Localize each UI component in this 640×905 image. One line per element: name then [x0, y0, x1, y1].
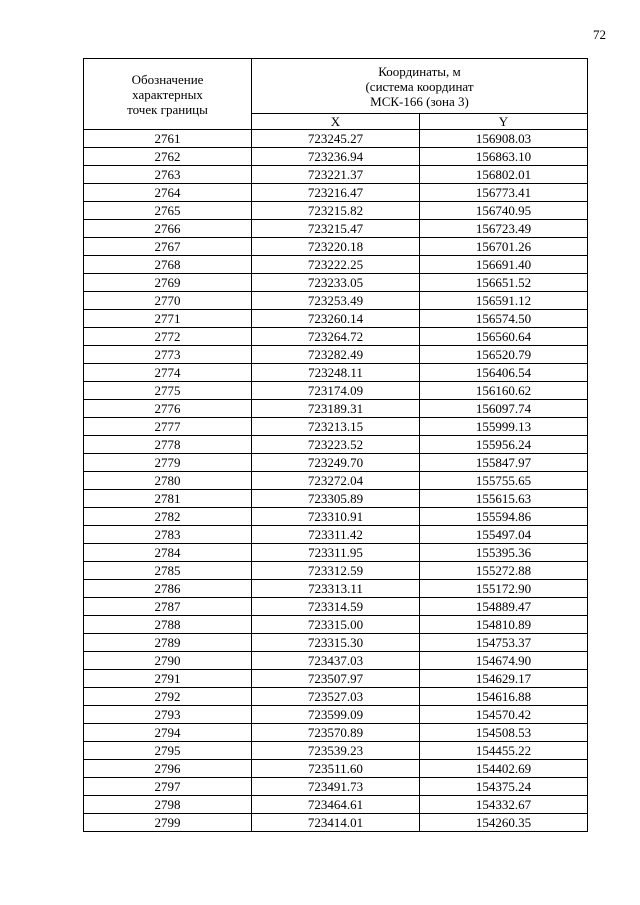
cell-x: 723253.49: [252, 292, 420, 310]
table-row: [84, 490, 588, 508]
table-row: [84, 328, 588, 346]
cell-point-id: 2770: [84, 292, 252, 310]
table-row: [84, 364, 588, 382]
cell-point-id: 2791: [84, 670, 252, 688]
cell-point-id: 2778: [84, 436, 252, 454]
cell-x: 723248.11: [252, 364, 420, 382]
cell-y: 154508.53: [420, 724, 588, 742]
cell-point-id: 2780: [84, 472, 252, 490]
cell-y: 156723.49: [420, 220, 588, 238]
cell-point-id: 2792: [84, 688, 252, 706]
cell-y: 155999.13: [420, 418, 588, 436]
cell-point-id: 2783: [84, 526, 252, 544]
cell-point-id: 2794: [84, 724, 252, 742]
cell-y: 154753.37: [420, 634, 588, 652]
table-row: [84, 418, 588, 436]
cell-x: 723220.18: [252, 238, 420, 256]
cell-y: 155755.65: [420, 472, 588, 490]
table-row: [84, 256, 588, 274]
cell-x: 723314.59: [252, 598, 420, 616]
cell-point-id: 2766: [84, 220, 252, 238]
cell-point-id: 2776: [84, 400, 252, 418]
cell-point-id: 2790: [84, 652, 252, 670]
cell-x: 723305.89: [252, 490, 420, 508]
page-number: 72: [593, 27, 606, 42]
table-row: [84, 526, 588, 544]
table-row: [84, 166, 588, 184]
cell-point-id: 2798: [84, 796, 252, 814]
cell-x: 723311.42: [252, 526, 420, 544]
cell-point-id: 2773: [84, 346, 252, 364]
cell-x: 723315.00: [252, 616, 420, 634]
table-row: [84, 454, 588, 472]
cell-x: 723527.03: [252, 688, 420, 706]
cell-point-id: 2787: [84, 598, 252, 616]
cell-y: 156691.40: [420, 256, 588, 274]
cell-point-id: 2765: [84, 202, 252, 220]
table-row: [84, 508, 588, 526]
cell-y: 154629.17: [420, 670, 588, 688]
table-row: [84, 202, 588, 220]
cell-y: 156160.62: [420, 382, 588, 400]
cell-x: 723437.03: [252, 652, 420, 670]
cell-point-id: 2772: [84, 328, 252, 346]
table-row: [84, 148, 588, 166]
cell-y: 154616.88: [420, 688, 588, 706]
cell-x: 723213.15: [252, 418, 420, 436]
cell-x: 723310.91: [252, 508, 420, 526]
table-row: [84, 742, 588, 760]
table-row: [84, 580, 588, 598]
cell-x: 723313.11: [252, 580, 420, 598]
cell-point-id: 2793: [84, 706, 252, 724]
cell-x: 723570.89: [252, 724, 420, 742]
cell-x: 723312.59: [252, 562, 420, 580]
cell-y: 156651.52: [420, 274, 588, 292]
cell-y: 156802.01: [420, 166, 588, 184]
table-row: [84, 724, 588, 742]
cell-y: 154332.67: [420, 796, 588, 814]
cell-y: 154260.35: [420, 814, 588, 832]
table-row: [84, 760, 588, 778]
cell-x: 723272.04: [252, 472, 420, 490]
cell-x: 723174.09: [252, 382, 420, 400]
cell-y: 155497.04: [420, 526, 588, 544]
cell-x: 723249.70: [252, 454, 420, 472]
cell-point-id: 2779: [84, 454, 252, 472]
cell-y: 155594.86: [420, 508, 588, 526]
cell-point-id: 2771: [84, 310, 252, 328]
table-row: [84, 130, 588, 148]
cell-x: 723221.37: [252, 166, 420, 184]
cell-y: 154402.69: [420, 760, 588, 778]
cell-point-id: 2781: [84, 490, 252, 508]
table-row: [84, 544, 588, 562]
cell-point-id: 2767: [84, 238, 252, 256]
cell-y: 155956.24: [420, 436, 588, 454]
cell-point-id: 2784: [84, 544, 252, 562]
cell-y: 156701.26: [420, 238, 588, 256]
cell-y: 154889.47: [420, 598, 588, 616]
cell-point-id: 2795: [84, 742, 252, 760]
coordinates-table: [83, 58, 588, 832]
cell-point-id: 2785: [84, 562, 252, 580]
table-row: [84, 292, 588, 310]
header-point-designation: [84, 59, 252, 130]
table-row: [84, 382, 588, 400]
cell-point-id: 2764: [84, 184, 252, 202]
cell-y: 154455.22: [420, 742, 588, 760]
cell-y: 154570.42: [420, 706, 588, 724]
cell-x: 723414.01: [252, 814, 420, 832]
table-row: [84, 688, 588, 706]
cell-point-id: 2796: [84, 760, 252, 778]
table-row: [84, 238, 588, 256]
cell-y: 155172.90: [420, 580, 588, 598]
cell-point-id: 2788: [84, 616, 252, 634]
table-row: [84, 184, 588, 202]
cell-y: 156560.64: [420, 328, 588, 346]
cell-y: 154810.89: [420, 616, 588, 634]
cell-y: 155272.88: [420, 562, 588, 580]
cell-y: 156097.74: [420, 400, 588, 418]
cell-y: 154674.90: [420, 652, 588, 670]
cell-point-id: 2799: [84, 814, 252, 832]
cell-point-id: 2769: [84, 274, 252, 292]
table-row: [84, 670, 588, 688]
cell-y: 154375.24: [420, 778, 588, 796]
table-row: [84, 598, 588, 616]
cell-x: 723282.49: [252, 346, 420, 364]
cell-point-id: 2763: [84, 166, 252, 184]
cell-x: 723539.23: [252, 742, 420, 760]
cell-y: 156591.12: [420, 292, 588, 310]
cell-point-id: 2762: [84, 148, 252, 166]
cell-y: 156574.50: [420, 310, 588, 328]
cell-x: 723260.14: [252, 310, 420, 328]
cell-x: 723491.73: [252, 778, 420, 796]
table-row: [84, 472, 588, 490]
cell-point-id: 2782: [84, 508, 252, 526]
cell-x: 723315.30: [252, 634, 420, 652]
cell-x: 723215.82: [252, 202, 420, 220]
cell-point-id: 2789: [84, 634, 252, 652]
header-y: Y: [420, 114, 588, 130]
cell-point-id: 2768: [84, 256, 252, 274]
table-header: [84, 59, 588, 130]
table-row: [84, 400, 588, 418]
cell-x: 723236.94: [252, 148, 420, 166]
cell-x: 723222.25: [252, 256, 420, 274]
cell-x: 723464.61: [252, 796, 420, 814]
table-row: [84, 274, 588, 292]
cell-y: 156773.41: [420, 184, 588, 202]
cell-x: 723311.95: [252, 544, 420, 562]
table-row: [84, 706, 588, 724]
header-x: X: [252, 114, 420, 130]
cell-x: 723511.60: [252, 760, 420, 778]
cell-y: 156908.03: [420, 130, 588, 148]
cell-y: 156863.10: [420, 148, 588, 166]
cell-x: 723599.09: [252, 706, 420, 724]
cell-point-id: 2777: [84, 418, 252, 436]
cell-point-id: 2774: [84, 364, 252, 382]
cell-x: 723189.31: [252, 400, 420, 418]
table-row: [84, 346, 588, 364]
cell-x: 723264.72: [252, 328, 420, 346]
cell-y: 156406.54: [420, 364, 588, 382]
cell-x: 723507.97: [252, 670, 420, 688]
table-row: [84, 436, 588, 454]
table-row: [84, 634, 588, 652]
table-row: [84, 778, 588, 796]
table-row: [84, 310, 588, 328]
cell-point-id: 2786: [84, 580, 252, 598]
cell-y: 156740.95: [420, 202, 588, 220]
cell-x: 723215.47: [252, 220, 420, 238]
cell-y: 155615.63: [420, 490, 588, 508]
table-body: [84, 130, 588, 832]
cell-point-id: 2775: [84, 382, 252, 400]
table-row: [84, 814, 588, 832]
cell-y: 155847.97: [420, 454, 588, 472]
header-point-designation-text: Обозначение характерных точек границы: [127, 71, 208, 117]
cell-point-id: 2761: [84, 130, 252, 148]
cell-x: 723233.05: [252, 274, 420, 292]
table-row: [84, 796, 588, 814]
table-row: [84, 652, 588, 670]
table-row: [84, 220, 588, 238]
table-row: [84, 562, 588, 580]
cell-y: 156520.79: [420, 346, 588, 364]
table-row: [84, 616, 588, 634]
cell-x: 723216.47: [252, 184, 420, 202]
cell-x: 723245.27: [252, 130, 420, 148]
header-coordinates-text: Координаты, м (система координат МСК-166 (зона 3): [365, 63, 474, 109]
cell-point-id: 2797: [84, 778, 252, 796]
cell-y: 155395.36: [420, 544, 588, 562]
header-coordinates: [252, 59, 588, 114]
header-row-main: [84, 59, 588, 114]
cell-x: 723223.52: [252, 436, 420, 454]
